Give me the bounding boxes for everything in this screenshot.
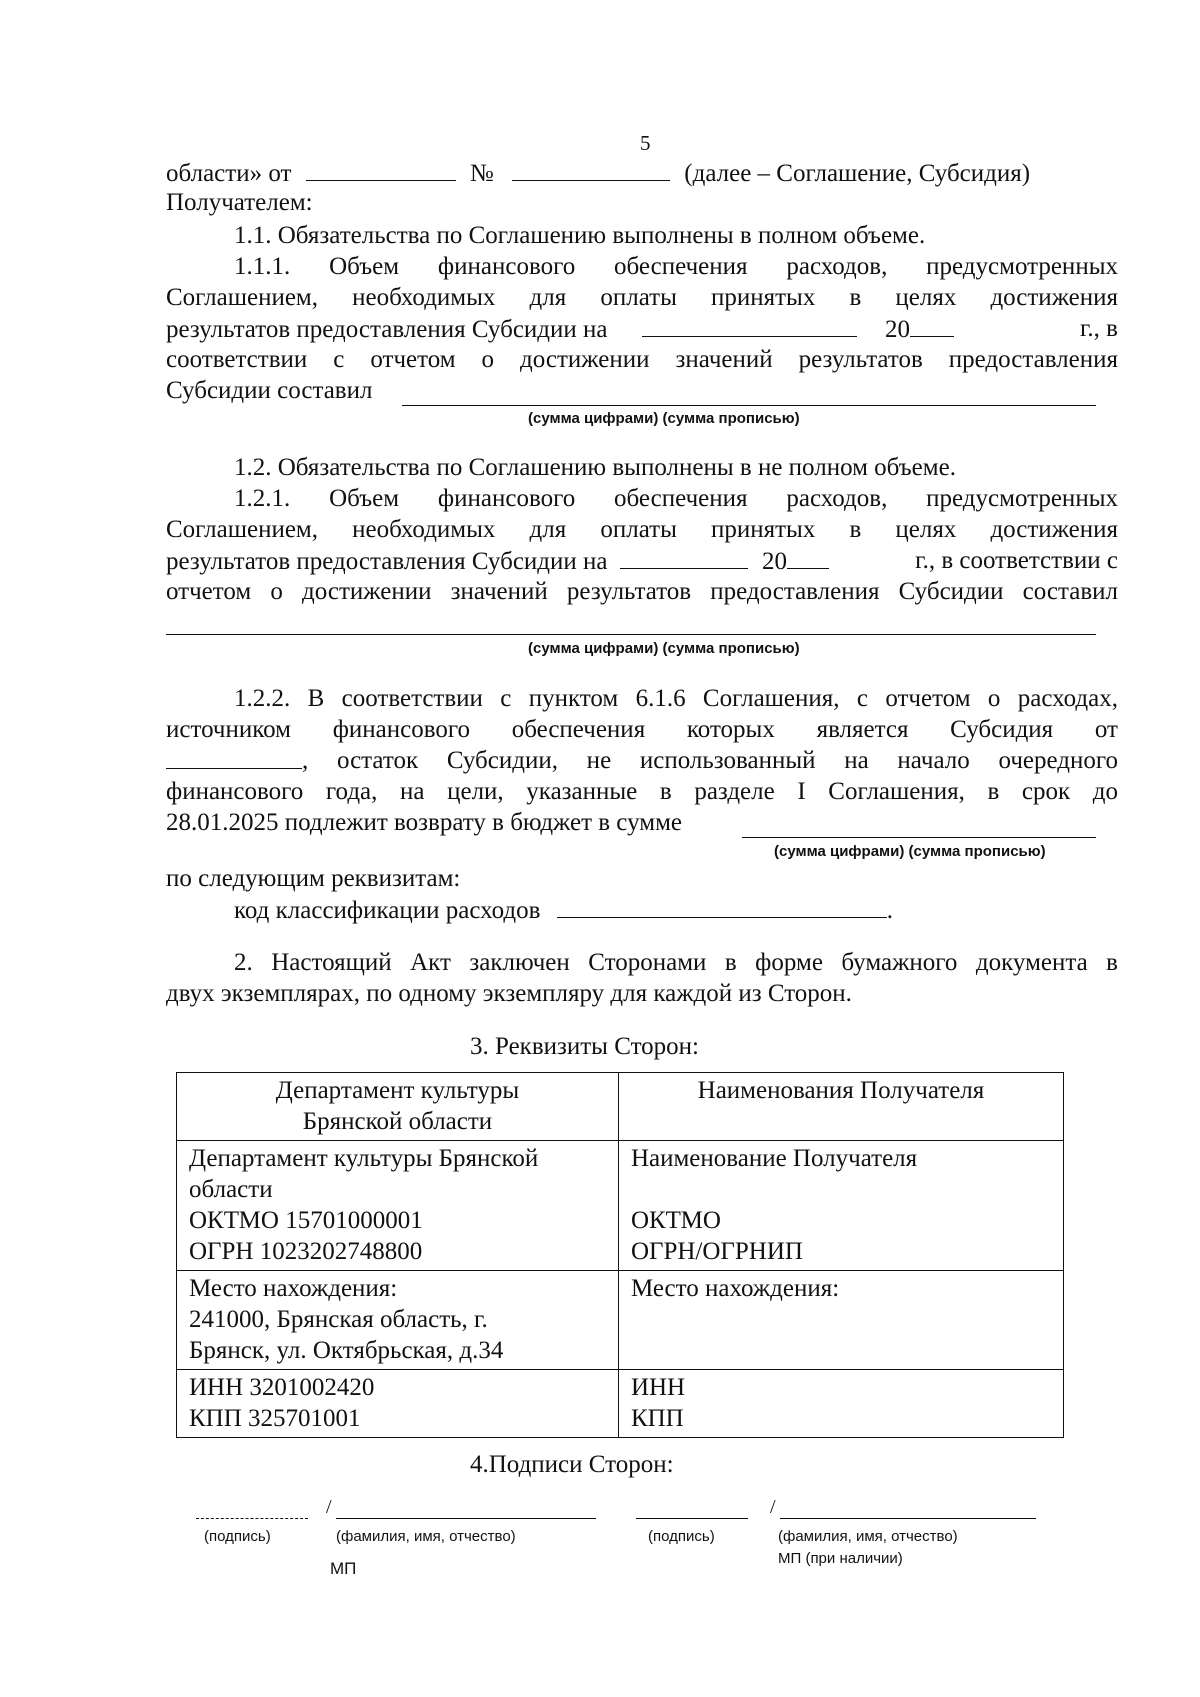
code-blank — [557, 895, 887, 918]
left-tax-cell — [177, 1370, 619, 1438]
line3-text-a: результатов предоставления Субсидии на — [166, 316, 608, 343]
number-blank — [512, 158, 670, 181]
section-1-1: 1.1. Обязательства по Соглашению выполнены в полном объеме. — [234, 222, 926, 249]
number-sign: № — [469, 160, 494, 187]
section-2-line1: 2. Настоящий Акт заключен Сторонами в форме бумажного документа в — [234, 949, 1118, 976]
right-location-cell — [618, 1271, 1063, 1370]
right-oktmo: ОКТМО — [630, 1207, 721, 1234]
left-oktmo: ОКТМО 15701000001 — [189, 1207, 423, 1234]
section-1-2-2-line5: 28.01.2025 подлежит возврату в бюджет в сумме — [166, 809, 682, 836]
right-header-cell — [618, 1073, 1063, 1141]
right-ogrn: ОГРН/ОГРНИП — [630, 1238, 803, 1265]
right-kpp: КПП — [630, 1405, 684, 1432]
sum-line-1 — [402, 405, 1096, 406]
left-kpp: КПП 325701001 — [189, 1405, 361, 1432]
left-location: 241000, Брянская область, г. Брянск, ул. Октябрьская, д.34 — [189, 1306, 504, 1364]
section-1-2-1-line3 — [166, 546, 1118, 577]
line3-text-a: результатов предоставления Субсидии на — [166, 548, 608, 575]
section-1-2-1-line1: 1.2.1. Объем финансового обеспечения расходов, предусмотренных — [234, 485, 1118, 512]
left-ogrn: ОГРН 1023202748800 — [189, 1238, 423, 1265]
section-1-1-1-line3 — [166, 314, 1118, 345]
section-1-2-1-line2: Соглашением, необходимых для оплаты принятых в целях достижения — [166, 516, 1118, 543]
right-sign-line — [636, 1518, 748, 1519]
left-mp: МП — [330, 1559, 357, 1578]
line3-text-b: г., в соответствии с — [915, 547, 1118, 574]
section-1-2-2-line7 — [234, 895, 893, 926]
year-blank — [787, 546, 829, 569]
left-slash: / — [326, 1496, 332, 1518]
date-from-blank — [166, 746, 302, 769]
right-ids-cell — [618, 1141, 1063, 1271]
line3-text: , остаток Субсидии, не использованный на начало очередного — [302, 747, 1118, 774]
left-location-cell — [177, 1271, 619, 1370]
right-inn: ИНН — [630, 1374, 686, 1401]
section-1-2: 1.2. Обязательства по Соглашению выполнены в не полном объеме. — [234, 454, 956, 481]
left-name-line — [336, 1518, 596, 1519]
section-1-1-1-line2: Соглашением, необходимых для оплаты принятых в целях достижения — [166, 284, 1118, 311]
left-sign-caption: (подпись) — [204, 1528, 271, 1545]
section-1-1-1-line4: соответствии с отчетом о достижении значений результатов предоставления — [166, 346, 1118, 373]
section-1-2-2-line1: 1.2.2. В соответствии с пунктом 6.1.6 Соглашения, с отчетом о расходах, — [234, 685, 1118, 712]
section-1-2-1-line4: отчетом о достижении значений результатов предоставления Субсидии составил — [166, 578, 1118, 605]
date-blank — [306, 158, 456, 181]
section-4-title: 4.Подписи Сторон: — [470, 1451, 674, 1478]
year-prefix: 20 — [762, 548, 787, 575]
year-prefix: 20 — [885, 316, 910, 343]
right-slash: / — [770, 1496, 776, 1518]
section-1-2-2-line4: финансового года, на цели, указанные в разделе I Соглашения, в срок до — [166, 778, 1118, 805]
right-name: Наименование Получателя — [630, 1145, 918, 1172]
right-header: Наименования Получателя — [697, 1077, 985, 1104]
left-name-caption: (фамилия, имя, отчество) — [336, 1528, 516, 1545]
right-mp: МП (при наличии) — [778, 1550, 903, 1567]
left-name: Департамент культуры Брянской области — [189, 1145, 539, 1203]
left-header: Департамент культуры Брянской области — [275, 1077, 520, 1135]
left-inn: ИНН 3201002420 — [189, 1374, 375, 1401]
section-1-1-1-line5: Субсидии составил — [166, 377, 373, 404]
right-sign-caption: (подпись) — [648, 1528, 715, 1545]
period-blank — [642, 314, 857, 337]
sum-caption-1: (сумма цифрами) (сумма прописью) — [528, 410, 800, 427]
table-row — [177, 1073, 1064, 1141]
intro-text-a: области» от — [166, 160, 292, 187]
period-blank — [620, 546, 748, 569]
page-number: 5 — [640, 131, 651, 155]
sum-caption-2: (сумма цифрами) (сумма прописью) — [528, 640, 800, 657]
right-name-caption: (фамилия, имя, отчество) — [778, 1528, 958, 1545]
intro-line-1 — [166, 158, 1118, 189]
code-label: код классификации расходов — [234, 897, 541, 924]
section-2-line2: двух экземплярах, по одному экземпляру для каждой из Сторон. — [166, 980, 852, 1007]
section-1-2-2-line6: по следующим реквизитам: — [166, 865, 461, 892]
left-location-label: Место нахождения: — [189, 1275, 398, 1302]
table-row — [177, 1370, 1064, 1438]
right-name-line — [780, 1518, 1036, 1519]
sum-caption-3: (сумма цифрами) (сумма прописью) — [774, 843, 1046, 860]
section-1-2-2-line3 — [166, 746, 1118, 777]
line3-text-b: г., в — [1080, 315, 1118, 342]
intro-line-2: Получателем: — [166, 189, 313, 216]
sum-line-2 — [166, 634, 1096, 635]
requisites-table — [176, 1072, 1064, 1438]
section-3-title: 3. Реквизиты Сторон: — [470, 1033, 699, 1060]
left-sign-line — [196, 1518, 308, 1519]
sum-line-3 — [742, 837, 1096, 838]
intro-text-b: (далее – Соглашение, Субсидия) — [684, 160, 1031, 187]
section-1-2-2-line2: источником финансового обеспечения которых является Субсидия от — [166, 716, 1118, 743]
table-row — [177, 1271, 1064, 1370]
left-header-cell — [177, 1073, 619, 1141]
right-location-label: Место нахождения: — [630, 1275, 840, 1302]
year-blank — [910, 314, 954, 337]
left-ids-cell — [177, 1141, 619, 1271]
section-1-1-1-line1: 1.1.1. Объем финансового обеспечения расходов, предусмотренных — [234, 253, 1118, 280]
right-tax-cell — [618, 1370, 1063, 1438]
code-end: . — [886, 897, 893, 924]
table-row — [177, 1141, 1064, 1271]
